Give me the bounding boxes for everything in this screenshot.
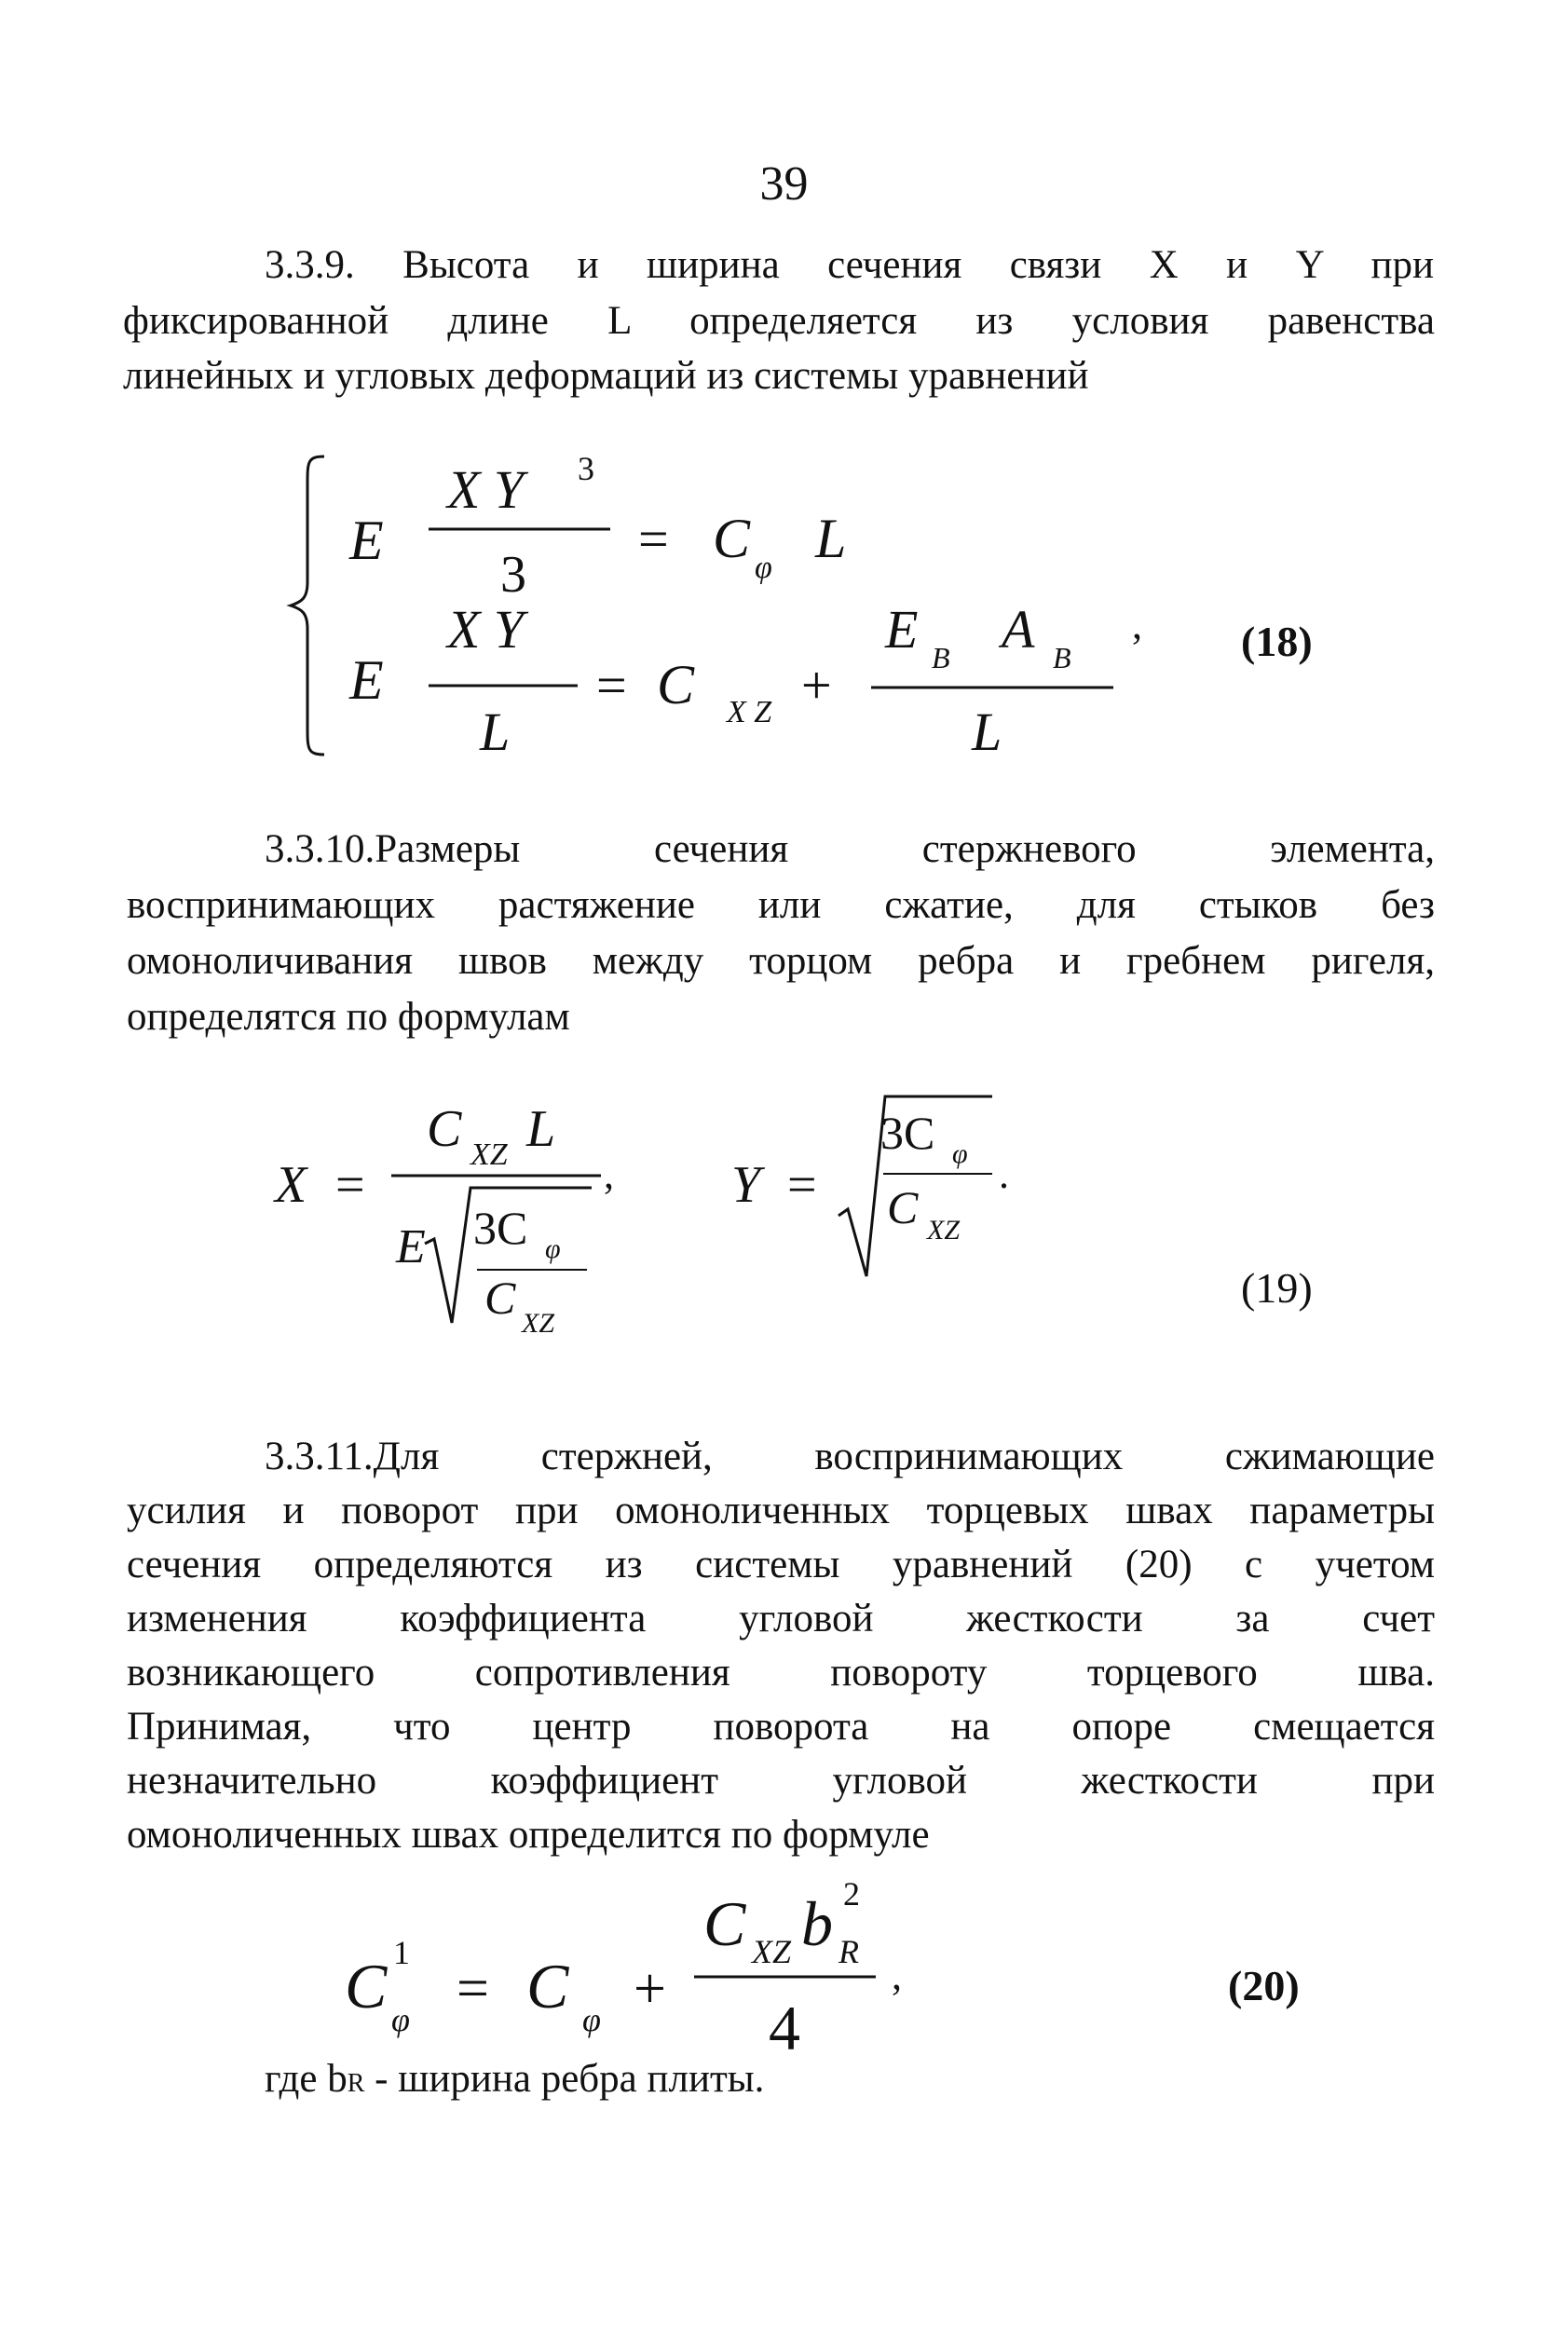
eq20-lhs-sup: 1 [393,1934,410,1971]
eq20-num-b: b [801,1888,833,1959]
brace-icon [291,456,324,755]
eq18-r2-c: C [657,654,695,715]
equation-19-number: (19) [1241,1264,1313,1312]
eq18-r2-num2: E [885,599,919,660]
footnote-suffix: - ширина ребра плиты. [364,2057,765,2101]
eq19-root-num: 3C [473,1202,528,1254]
paragraph-3310-line-1: 3.3.10.Размеры сечения стержневого элемента, [265,827,1435,871]
eq19-y-root-num-sub: φ [952,1138,968,1169]
eq18-r2-eq: = [596,655,627,715]
eq20-lhs-sub: φ [391,2001,410,2038]
eq20-eq: = [457,1957,489,2021]
eq20-num-c-sub: XZ [752,1933,792,1970]
eq18-r1-rhs: C [713,508,751,569]
paragraph-339-line-2: фиксированной длине L определяется из условия равенства [123,299,1435,343]
eq18-r2-plus: + [801,655,832,715]
eq19-x-num: C [427,1100,462,1158]
eq19-root-den-sub: XZ [522,1308,555,1339]
eq20-den: 4 [769,1993,800,2063]
eq18-r1-num-exp: 3 [578,450,594,487]
eq19-comma: , [604,1151,614,1197]
eq20-c-sub: φ [582,2001,601,2038]
eq18-r2-den2: L [972,701,1002,762]
paragraph-3311-line-3: сечения определяются из системы уравнений (20) с учетом [127,1543,1435,1586]
eq19-y-root-den: C [887,1181,919,1233]
eq18-r1-lhs: E [349,510,384,571]
eq19-x-num-sub: XZ [470,1137,508,1172]
paragraph-339-line-3: линейных и угловых деформаций из системы уравнений [123,354,1089,398]
eq20-comma: , [892,1953,902,1998]
equation-18-number: (18) [1241,618,1313,665]
eq19-period: . [999,1151,1009,1197]
page-number: 39 [759,157,809,211]
eq20-plus: + [634,1957,666,2021]
eq19-eq-1: = [335,1156,365,1214]
paragraph-3311-line-1: 3.3.11.Для стержней, воспринимающих сжимающие [265,1435,1435,1478]
paragraph-3310-line-2: воспринимающих растяжение или сжатие, для стыков без [127,883,1435,927]
eq20-num-b-sub: R [839,1933,859,1970]
eq19-y-root-num: 3C [880,1107,935,1159]
paragraph-3311-line-4: изменения коэффициента угловой жесткости за счет [127,1597,1435,1640]
eq18-r2-num: X Y [447,599,525,660]
equation-20-number: (20) [1228,1962,1300,2009]
eq18-r1-eq: = [638,509,669,569]
eq18-r2-den: L [480,701,511,762]
eq19-y-root-den-sub: XZ [927,1215,961,1246]
eq19-eq-2: = [787,1156,817,1214]
eq18-r1-rhs-tail: L [815,508,847,569]
paragraph-339-line-1: 3.3.9. Высота и ширина сечения связи X и Y при [265,243,1434,287]
paragraph-3311-line-2: усилия и поворот при омоноличенных торцевых швах параметры [127,1489,1435,1532]
eq18-comma: , [1132,602,1142,647]
eq20-c: C [526,1951,569,2022]
equation-18 [280,447,1398,764]
eq18-r1-num: X Y [447,459,525,520]
eq18-r2-num2-b-sub: B [1053,641,1071,674]
paragraph-3310-line-4: определятся по формулам [127,995,570,1039]
eq19-x-num-tail: L [526,1100,556,1158]
footnote-prefix: где b [265,2057,348,2101]
eq19-root-den: C [484,1272,516,1324]
paragraph-3310-line-3: омоноличивания швов между торцом ребра и гребнем ригеля, [127,939,1435,983]
footnote [265,2059,764,2099]
footnote-sub: R [347,2069,365,2098]
eq19-x-den-e: E [396,1220,426,1273]
eq19-x: X [275,1156,307,1214]
paragraph-3311-line-8: омоноличенных швах определится по формуле [127,1813,930,1857]
eq18-r2-num2-b: A [1002,599,1035,660]
eq18-r1-rhs-sub: φ [755,551,772,585]
paragraph-3311-line-7: незначительно коэффициент угловой жесткости при [127,1759,1435,1803]
paragraph-3311-line-6: Принимая, что центр поворота на опоре смещается [127,1705,1435,1749]
eq20-num-b-sup: 2 [843,1875,860,1913]
equation-20 [335,1872,1081,2087]
equation-19 [261,1085,1099,1365]
eq20-lhs: C [345,1951,388,2022]
eq19-y: Y [731,1156,761,1214]
paragraph-3311-line-5: возникающего сопротивления повороту торцевого шва. [127,1651,1435,1695]
eq18-r2-c-sub: X Z [727,695,772,729]
eq18-r2-num2-sub: B [932,641,950,674]
eq18-r2-lhs: E [349,649,384,711]
eq20-num-c: C [703,1888,746,1959]
eq19-root-num-sub: φ [545,1233,561,1264]
eq18-r1-den: 3 [500,546,526,604]
